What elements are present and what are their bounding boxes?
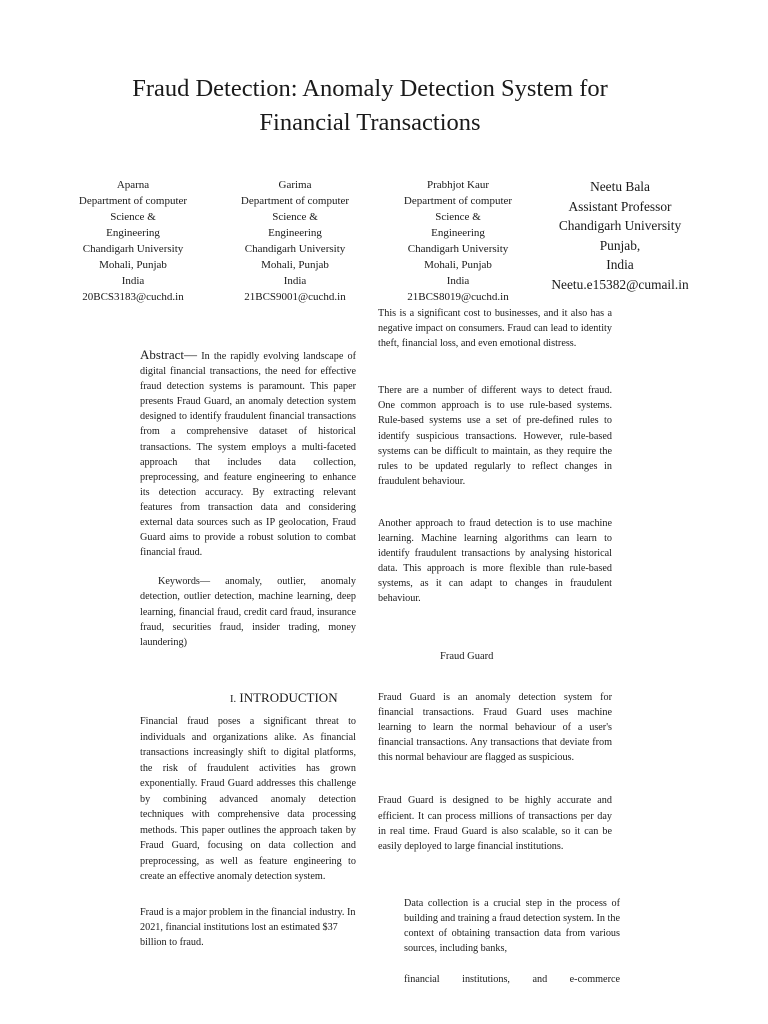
section-heading-introduction	[230, 690, 338, 706]
author-university: Chandigarh University	[82, 243, 184, 255]
abstract-heading: Abstract—	[140, 347, 198, 362]
author-block-aparna	[63, 177, 203, 305]
intro-column	[140, 714, 356, 950]
intro-paragraph-1: Financial fraud poses a significant threat to individuals and organizations alike. As financial transactions increasingly shift to digital platforms, the risk of fraudulent activities has grown exponentially. Fraud Guard addresses this challenge by combining advanced anomaly detection techniques with comprehensive data processing methods. This paper outlines the approach taken by Fraud Guard, focusing on data collection and preprocessing, as well as feature engineering to create an effective anomaly detection system.	[140, 716, 356, 882]
author-country: India	[283, 275, 307, 287]
author-email: 21BCS8019@cuchd.in	[407, 291, 509, 303]
subheading-fraud-guard: Fraud Guard	[440, 651, 494, 662]
author-block-neetu	[540, 177, 700, 294]
author-name: Neetu Bala	[590, 179, 650, 194]
right-paragraph-4: Fraud Guard is an anomaly detection system for financial transactions. Fraud Guard uses machine learning to learn the normal behaviour of a user's financial transactions. Any transactions that deviate from this normal behaviour are flagged as suspicious.	[378, 692, 612, 764]
author-dept: Engineering	[106, 227, 160, 239]
author-title: Assistant Professor	[568, 198, 672, 214]
section-title: INTRODUCTION	[239, 690, 338, 705]
author-university: Chandigarh University	[558, 218, 682, 233]
author-university: Chandigarh University	[407, 243, 509, 255]
intro-paragraph-2: Fraud is a major problem in the financial industry. In 2021, financial institutions lost an estimated $37 billion to fraud.	[140, 906, 356, 948]
right-column-bottom	[404, 896, 620, 987]
author-location: Mohali, Punjab	[261, 259, 329, 271]
right-paragraph-7: financial institutions, and e-commerce	[404, 974, 620, 986]
author-name: Garima	[278, 179, 312, 191]
author-block-garima	[225, 177, 365, 305]
author-dept: Science &	[435, 211, 481, 223]
author-email: 20BCS3183@cuchd.in	[82, 291, 184, 303]
author-dept: Science &	[110, 211, 156, 223]
author-location: Mohali, Punjab	[424, 259, 492, 271]
author-dept: Department of computer	[403, 195, 513, 207]
author-dept: Science &	[272, 211, 318, 223]
author-location: Mohali, Punjab	[99, 259, 167, 271]
author-dept: Engineering	[268, 227, 322, 239]
author-dept: Engineering	[431, 227, 485, 239]
abstract-body: In the rapidly evolving landscape of digital financial transactions, the need for effective fraud detection systems is paramount. This paper presents Fraud Guard, an anomaly detection system designed to identify fraudulent financial transactions from a comprehensive dataset of historical transactions. The system employs a multi-faceted approach that includes data collection, preprocessing, and feature engineering to enhance its detection accuracy. By extracting relevant features from transaction data and considering external data sources such as IP geolocation, Fraud Guard aims to provide a robust solution to combat financial fraud.	[140, 351, 357, 559]
author-country: India	[121, 275, 145, 287]
section-number: I.	[230, 694, 237, 705]
author-email: 21BCS9001@cuchd.in	[244, 291, 346, 303]
author-country: India	[446, 275, 470, 287]
author-dept: Department of computer	[240, 195, 350, 207]
author-location: Punjab,	[599, 237, 641, 253]
right-paragraph-1: This is a significant cost to businesses, and it also has a negative impact on consumers. Fraud can lead to identity theft, financial loss, and even emotional distress.	[378, 308, 612, 350]
right-paragraph-5: Fraud Guard is designed to be highly accurate and efficient. It can process millions of transactions per day in real time. Fraud Guard is also scalable, so it can be easily deployed to large financial institutions.	[378, 795, 612, 852]
author-name: Aparna	[116, 179, 150, 191]
right-column-lower	[378, 690, 612, 854]
right-paragraph-2: There are a number of different ways to detect fraud. One common approach is to use rule-based systems. Rule-based systems use a set of pre-defined rules to identify suspicious transactions. However, rule-based systems can be difficult to maintain, as they require the rules to be updated regularly to reflect changes in fraudulent behaviour.	[378, 385, 612, 487]
author-block-prabhjot	[388, 177, 528, 305]
right-paragraph-3: Another approach to fraud detection is to use machine learning. Machine learning algorithms can learn to identify fraudulent transactions by analysing historical data. This approach is more flexible than rule-based systems, as it can adapt to changes in fraudulent behaviour.	[378, 517, 612, 605]
keywords-paragraph: Keywords— anomaly, outlier, anomaly detection, outlier detection, machine learning, deep learning, financial fraud, credit card fraud, insurance fraud, securities fraud, insider trading, money laundering)	[140, 576, 356, 648]
right-column	[378, 306, 612, 607]
abstract-paragraph	[140, 347, 356, 560]
author-university: Chandigarh University	[244, 243, 346, 255]
left-column	[140, 347, 356, 650]
title-line-1: Fraud Detection: Anomaly Detection System for	[132, 75, 608, 102]
author-email: Neetu.e15382@cumail.in	[551, 276, 689, 292]
title-line-2: Financial Transactions	[259, 109, 481, 136]
author-country: India	[606, 257, 634, 272]
author-name: Prabhjot Kaur	[426, 179, 489, 191]
paper-title	[80, 72, 660, 140]
right-paragraph-6: Data collection is a crucial step in the process of building and training a fraud detection system. In the context of obtaining transaction data from various sources, including banks,	[404, 898, 620, 955]
author-dept: Department of computer	[78, 195, 188, 207]
